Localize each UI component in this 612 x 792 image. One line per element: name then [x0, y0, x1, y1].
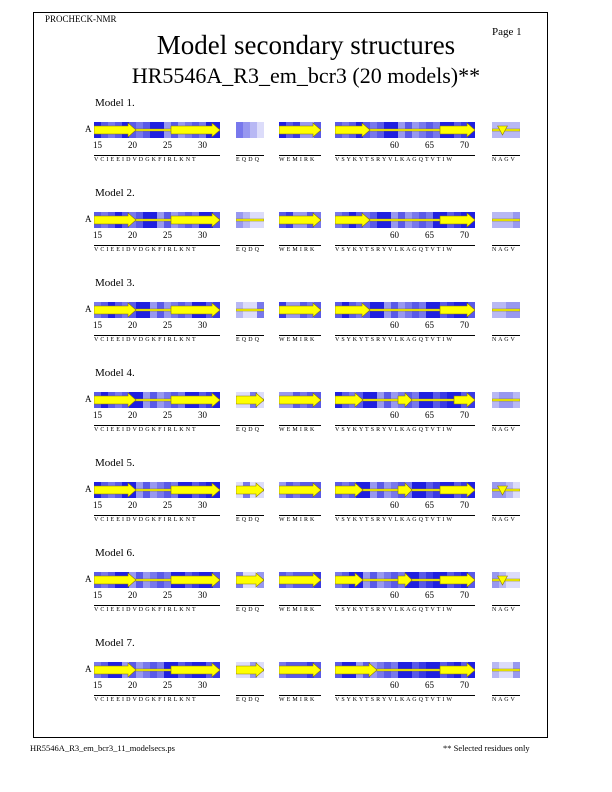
- residue-tick: 60: [390, 320, 399, 330]
- residue-tick: 15: [93, 320, 102, 330]
- strand-arrow: [279, 663, 321, 677]
- sequence-rule: [335, 605, 475, 606]
- coil-line: [236, 219, 264, 221]
- sequence-rule: [236, 425, 264, 426]
- sequence-rule: [94, 245, 220, 246]
- structure-strip: [492, 482, 520, 498]
- strand-arrow: [335, 663, 377, 677]
- sequence-rule: [94, 695, 220, 696]
- strand-arrow: [440, 303, 475, 317]
- strand-arrow: [94, 213, 136, 227]
- residue-sequence: V C I E E I D V D G K F I R L K N T: [94, 427, 197, 433]
- strand-arrow: [236, 393, 264, 407]
- structure-strip: [492, 392, 520, 408]
- residue-sequence: W E M I R K: [279, 247, 315, 253]
- residue-sequence: V S Y K Y T S R Y V L K A G Q T V T I W: [335, 157, 453, 163]
- coil-line: [492, 309, 520, 311]
- sequence-rule: [279, 425, 321, 426]
- residue-tick: 25: [163, 140, 172, 150]
- residue-sequence: E Q D Q: [236, 337, 260, 343]
- residue-sequence: W E M I R K: [279, 427, 315, 433]
- sequence-rule: [279, 245, 321, 246]
- structure-strip: [492, 662, 520, 678]
- residue-tick: 60: [390, 140, 399, 150]
- residue-sequence: V C I E E I D V D G K F I R L K N T: [94, 607, 197, 613]
- strand-arrow: [335, 573, 363, 587]
- structure-strip: [335, 302, 475, 318]
- strand-arrow: [398, 573, 412, 587]
- sequence-rule: [335, 695, 475, 696]
- chain-label: A: [85, 394, 92, 404]
- residue-sequence: E Q D Q: [236, 697, 260, 703]
- strand-arrow: [279, 303, 321, 317]
- model-label: Model 7.: [95, 637, 135, 649]
- program-name: PROCHECK-NMR: [45, 14, 117, 24]
- sequence-rule: [94, 605, 220, 606]
- strand-arrow: [94, 303, 136, 317]
- chain-label: A: [85, 304, 92, 314]
- sequence-rule: [335, 515, 475, 516]
- residue-sequence: V C I E E I D V D G K F I R L K N T: [94, 157, 197, 163]
- sequence-rule: [492, 425, 520, 426]
- footer-filename: HR5546A_R3_em_bcr3_11_modelsecs.ps: [30, 743, 175, 753]
- residue-tick: 70: [460, 230, 469, 240]
- structure-strip: [94, 392, 220, 408]
- strand-arrow: [398, 393, 412, 407]
- structure-strip: [279, 212, 321, 228]
- strand-arrow: [236, 663, 264, 677]
- strand-arrow: [440, 573, 475, 587]
- residue-tick: 25: [163, 500, 172, 510]
- residue-tick: 15: [93, 680, 102, 690]
- model-label: Model 5.: [95, 457, 135, 469]
- chain-label: A: [85, 124, 92, 134]
- strand-arrow: [171, 573, 220, 587]
- residue-tick: 20: [128, 680, 137, 690]
- residue-sequence: E Q D Q: [236, 607, 260, 613]
- sequence-rule: [94, 425, 220, 426]
- strand-arrow: [335, 393, 363, 407]
- model-label: Model 4.: [95, 367, 135, 379]
- residue-tick: 15: [93, 140, 102, 150]
- strand-arrow: [398, 483, 412, 497]
- strand-arrow: [279, 483, 321, 497]
- structure-strip: [94, 122, 220, 138]
- structure-strip: [335, 212, 475, 228]
- structure-strip: [279, 302, 321, 318]
- model-label: Model 2.: [95, 187, 135, 199]
- coil-line: [492, 399, 520, 401]
- residue-sequence: W E M I R K: [279, 157, 315, 163]
- structure-strip: [94, 302, 220, 318]
- strand-arrow: [171, 303, 220, 317]
- structure-strip: [279, 392, 321, 408]
- structure-strip: [94, 482, 220, 498]
- structure-strip: [236, 122, 264, 138]
- sequence-rule: [236, 245, 264, 246]
- residue-sequence: V S Y K Y T S R Y V L K A G Q T V T I W: [335, 607, 453, 613]
- residue-tick: 15: [93, 590, 102, 600]
- sequence-rule: [335, 245, 475, 246]
- residue-tick: 70: [460, 410, 469, 420]
- residue-tick: 70: [460, 590, 469, 600]
- sequence-rule: [279, 515, 321, 516]
- sequence-rule: [492, 515, 520, 516]
- residue-tick: 65: [425, 590, 434, 600]
- residue-sequence: N A G V: [492, 697, 516, 703]
- structure-strip: [279, 122, 321, 138]
- structure-strip: [335, 122, 475, 138]
- model-label: Model 1.: [95, 97, 135, 109]
- chain-label: A: [85, 484, 92, 494]
- structure-strip: [236, 482, 264, 498]
- residue-tick: 25: [163, 230, 172, 240]
- strand-arrow: [236, 573, 264, 587]
- strand-arrow: [279, 213, 321, 227]
- strand-arrow: [94, 663, 136, 677]
- coil-line: [492, 579, 520, 581]
- model-label: Model 6.: [95, 547, 135, 559]
- residue-tick: 30: [198, 320, 207, 330]
- structure-strip: [94, 662, 220, 678]
- structure-strip: [94, 572, 220, 588]
- sequence-rule: [279, 695, 321, 696]
- residue-sequence: E Q D Q: [236, 247, 260, 253]
- strand-arrow: [171, 213, 220, 227]
- strand-arrow: [171, 123, 220, 137]
- residue-sequence: V S Y K Y T S R Y V L K A G Q T V T I W: [335, 517, 453, 523]
- residue-tick: 65: [425, 140, 434, 150]
- strand-arrow: [335, 123, 370, 137]
- strand-arrow: [94, 483, 136, 497]
- residue-tick: 25: [163, 320, 172, 330]
- strand-arrow: [279, 123, 321, 137]
- strand-arrow: [171, 483, 220, 497]
- residue-tick: 65: [425, 320, 434, 330]
- residue-sequence: V C I E E I D V D G K F I R L K N T: [94, 697, 197, 703]
- coil-line: [492, 129, 520, 131]
- residue-tick: 20: [128, 230, 137, 240]
- structure-strip: [335, 662, 475, 678]
- structure-strip: [335, 572, 475, 588]
- sequence-rule: [492, 335, 520, 336]
- strand-arrow: [440, 663, 475, 677]
- sequence-rule: [335, 155, 475, 156]
- residue-sequence: N A G V: [492, 517, 516, 523]
- residue-sequence: N A G V: [492, 247, 516, 253]
- strand-arrow: [279, 573, 321, 587]
- residue-tick: 30: [198, 230, 207, 240]
- residue-tick: 25: [163, 410, 172, 420]
- sequence-rule: [236, 155, 264, 156]
- chain-label: A: [85, 574, 92, 584]
- sequence-rule: [236, 605, 264, 606]
- residue-sequence: N A G V: [492, 337, 516, 343]
- strand-arrow: [94, 393, 136, 407]
- chain-label: A: [85, 664, 92, 674]
- structure-strip: [94, 212, 220, 228]
- residue-sequence: E Q D Q: [236, 157, 260, 163]
- sequence-rule: [279, 155, 321, 156]
- residue-tick: 65: [425, 500, 434, 510]
- residue-tick: 25: [163, 590, 172, 600]
- residue-tick: 15: [93, 500, 102, 510]
- chain-label: A: [85, 214, 92, 224]
- residue-sequence: V S Y K Y T S R Y V L K A G Q T V T I W: [335, 697, 453, 703]
- structure-strip: [236, 212, 264, 228]
- sequence-rule: [279, 335, 321, 336]
- residue-tick: 70: [460, 140, 469, 150]
- residue-tick: 20: [128, 320, 137, 330]
- residue-tick: 65: [425, 230, 434, 240]
- residue-tick: 65: [425, 410, 434, 420]
- coil-line: [492, 219, 520, 221]
- strand-arrow: [236, 483, 264, 497]
- structure-strip: [236, 572, 264, 588]
- structure-strip: [279, 482, 321, 498]
- residue-tick: 60: [390, 590, 399, 600]
- residue-tick: 20: [128, 410, 137, 420]
- residue-sequence: W E M I R K: [279, 607, 315, 613]
- sequence-rule: [492, 695, 520, 696]
- structure-strip: [492, 302, 520, 318]
- structure-strip: [335, 482, 475, 498]
- residue-sequence: E Q D Q: [236, 517, 260, 523]
- strand-arrow: [171, 393, 220, 407]
- sequence-rule: [236, 515, 264, 516]
- strand-arrow: [94, 123, 136, 137]
- residue-sequence: N A G V: [492, 607, 516, 613]
- structure-strip: [335, 392, 475, 408]
- residue-tick: 60: [390, 680, 399, 690]
- sequence-rule: [94, 155, 220, 156]
- residue-tick: 30: [198, 410, 207, 420]
- residue-sequence: V S Y K Y T S R Y V L K A G Q T V T I W: [335, 337, 453, 343]
- residue-tick: 20: [128, 140, 137, 150]
- page-title: Model secondary structures: [156, 30, 456, 60]
- residue-tick: 60: [390, 410, 399, 420]
- residue-sequence: E Q D Q: [236, 427, 260, 433]
- residue-sequence: N A G V: [492, 427, 516, 433]
- residue-sequence: V C I E E I D V D G K F I R L K N T: [94, 247, 197, 253]
- residue-tick: 30: [198, 500, 207, 510]
- structure-strip: [236, 392, 264, 408]
- sequence-rule: [279, 605, 321, 606]
- sequence-rule: [236, 335, 264, 336]
- coil-line: [492, 489, 520, 491]
- sequence-rule: [492, 155, 520, 156]
- structure-strip: [492, 572, 520, 588]
- coil-line: [492, 669, 520, 671]
- residue-sequence: W E M I R K: [279, 517, 315, 523]
- sequence-rule: [492, 245, 520, 246]
- residue-tick: 15: [93, 230, 102, 240]
- sequence-rule: [94, 515, 220, 516]
- sequence-rule: [236, 695, 264, 696]
- residue-tick: 30: [198, 680, 207, 690]
- strand-arrow: [454, 393, 475, 407]
- residue-tick: 60: [390, 230, 399, 240]
- strand-arrow: [440, 123, 475, 137]
- model-label: Model 3.: [95, 277, 135, 289]
- residue-sequence: V S Y K Y T S R Y V L K A G Q T V T I W: [335, 427, 453, 433]
- residue-tick: 60: [390, 500, 399, 510]
- structure-strip: [279, 572, 321, 588]
- residue-sequence: W E M I R K: [279, 697, 315, 703]
- strand-arrow: [440, 483, 475, 497]
- residue-sequence: V S Y K Y T S R Y V L K A G Q T V T I W: [335, 247, 453, 253]
- strand-arrow: [335, 213, 370, 227]
- sequence-rule: [335, 335, 475, 336]
- residue-tick: 20: [128, 500, 137, 510]
- strand-arrow: [279, 393, 321, 407]
- structure-strip: [236, 662, 264, 678]
- residue-sequence: V C I E E I D V D G K F I R L K N T: [94, 517, 197, 523]
- footer-note: ** Selected residues only: [443, 743, 530, 753]
- structure-strip: [236, 302, 264, 318]
- strand-arrow: [94, 573, 136, 587]
- sequence-rule: [94, 335, 220, 336]
- residue-sequence: V C I E E I D V D G K F I R L K N T: [94, 337, 197, 343]
- structure-strip: [279, 662, 321, 678]
- residue-sequence: W E M I R K: [279, 337, 315, 343]
- strand-arrow: [335, 303, 370, 317]
- residue-sequence: N A G V: [492, 157, 516, 163]
- strand-arrow: [440, 213, 475, 227]
- residue-tick: 15: [93, 410, 102, 420]
- sequence-rule: [492, 605, 520, 606]
- residue-tick: 30: [198, 140, 207, 150]
- strand-arrow: [171, 663, 220, 677]
- residue-tick: 20: [128, 590, 137, 600]
- residue-tick: 70: [460, 680, 469, 690]
- structure-strip: [492, 122, 520, 138]
- residue-tick: 25: [163, 680, 172, 690]
- page-number: Page 1: [492, 26, 522, 38]
- residue-tick: 30: [198, 590, 207, 600]
- sequence-rule: [335, 425, 475, 426]
- strand-arrow: [335, 483, 363, 497]
- residue-tick: 70: [460, 500, 469, 510]
- page-subtitle: HR5546A_R3_em_bcr3 (20 models)**: [131, 63, 481, 88]
- coil-line: [236, 309, 264, 311]
- residue-tick: 70: [460, 320, 469, 330]
- structure-strip: [492, 212, 520, 228]
- residue-tick: 65: [425, 680, 434, 690]
